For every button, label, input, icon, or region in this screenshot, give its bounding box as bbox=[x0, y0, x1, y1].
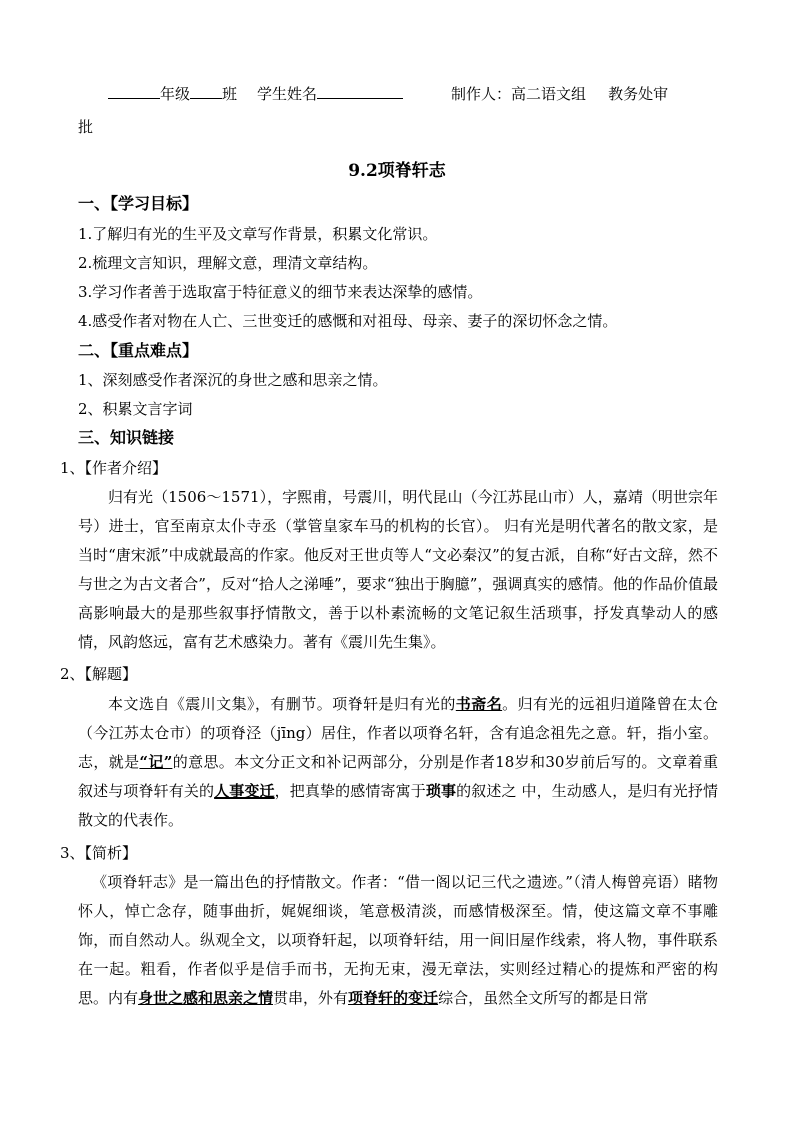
key-point-item: 1、深刻感受作者深沉的身世之感和思亲之情。 bbox=[78, 371, 388, 389]
section-1-title: 一、【学习目标】 bbox=[78, 194, 199, 213]
review-label: 教务处审 bbox=[608, 85, 669, 103]
grade-blank[interactable] bbox=[108, 83, 160, 99]
highlight-trivia: 琐事 bbox=[425, 782, 457, 800]
jieti-title: 2、【解题】 bbox=[60, 665, 138, 683]
section-2-title: 二、【重点难点】 bbox=[78, 341, 199, 360]
highlight-study-name: 书斋名 bbox=[455, 695, 503, 713]
student-name-label: 学生姓名 bbox=[257, 85, 318, 103]
class-label: 班 bbox=[222, 85, 238, 103]
goal-item: 1.了解归有光的生平及文章写作背景，积累文化常识。 bbox=[78, 225, 438, 243]
class-blank[interactable] bbox=[190, 83, 222, 99]
approve-label: 批 bbox=[78, 118, 94, 136]
highlight-emotions: 身世之感和思亲之情 bbox=[138, 989, 274, 1007]
maker-label: 制作人：高二语文组 bbox=[451, 85, 587, 103]
highlight-changes: 项脊轩的变迁 bbox=[348, 989, 439, 1007]
author-intro-paragraph: 归有光（1506～1571），字熙甫，号震川，明代昆山（今江苏昆山市）人，嘉靖（明世宗年号）进士，官至南京太仆寺丞（掌管皇家车马的机构的长官）。 归有光是明代著名的散文家，是当时“唐宋派”中成就最高的作家。他反对王世贞等人“文必秦汉”的复古派，自称“好古文辞，然不与世之为古文者合”，反对“拾人之涕唾”，要求“独出于胸臆”，强调真实的感情。他的作品价值最高影响最大的是那些叙事抒情散文，善于以朴素流畅的文笔记叙生活琐事，抒发真挚动人的感情，风韵悠远，富有艺术感染力。著有《震川先生集》。 bbox=[78, 488, 718, 651]
goal-item: 3.学习作者善于选取富于特征意义的细节来表达深挚的感情。 bbox=[78, 283, 483, 301]
goal-item: 4.感受作者对物在人亡、三世变迁的感慨和对祖母、母亲、妻子的深切怀念之情。 bbox=[78, 312, 618, 330]
jieti-paragraph: 本文选自《震川文集》，有删节。项脊轩是归有光的书斋名。归有光的远祖归道隆曾在太仓（今江苏太仓市）的项脊泾（jīng）居住，作者以项脊名轩，含有追念祖先之意。轩，指小室。志，就是“记”的意思。本文分正文和补记两部分，分别是作者18岁和30岁前后写的。文章着重叙述与项脊轩有关的人事变迁，把真挚的感情寄寓于琐事的叙述之 中，生动感人，是归有光抒情散文的代表作。 bbox=[78, 695, 718, 829]
author-intro-title: 1、【作者介绍】 bbox=[60, 459, 168, 477]
grade-label: 年级 bbox=[160, 85, 191, 103]
page-title: 9.2项脊轩志 bbox=[348, 161, 446, 181]
highlight-ji: “记” bbox=[139, 753, 173, 771]
header-line bbox=[108, 83, 668, 104]
student-name-blank[interactable] bbox=[317, 83, 403, 99]
key-point-item: 2、积累文言字词 bbox=[78, 400, 193, 418]
highlight-personnel-changes: 人事变迁 bbox=[214, 782, 275, 800]
jianxi-paragraph: 《项脊轩志》是一篇出色的抒情散文。作者：“借一阁以记三代之遗迹。”（清人梅曾亮语）睹物怀人，悼亡念存，随事曲折，娓娓细谈，笔意极清淡，而感情极深至。情，使这篇文章不事雕饰，而自然动人。纵观全文，以项脊轩起，以项脊轩结，用一间旧屋作线索，将人物，事件联系在一起。粗看，作者似乎是信手而书，无拘无束，漫无章法，实则经过精心的提炼和严密的构思。内有身世之感和思亲之情贯串，外有项脊轩的变迁综合，虽然全文所写的都是日常 bbox=[78, 873, 718, 1007]
goal-item: 2.梳理文言知识，理解文意，理清文章结构。 bbox=[78, 254, 378, 272]
jianxi-title: 3、【简析】 bbox=[60, 844, 138, 862]
section-3-title: 三、知识链接 bbox=[78, 428, 175, 447]
